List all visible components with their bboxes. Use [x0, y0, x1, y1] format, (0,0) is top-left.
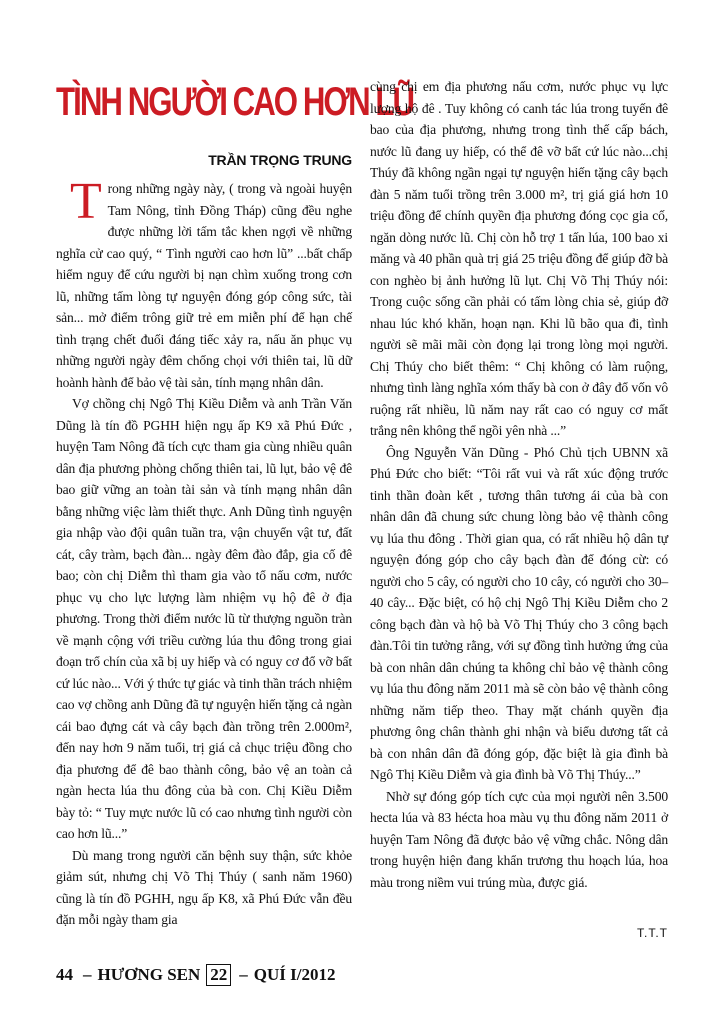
- magazine-name: HƯƠNG SEN: [97, 965, 201, 984]
- paragraph-1-text: rong những ngày này, ( trong và ngoài huyện Tam Nông, tỉnh Đồng Tháp) cũng đều nghe được những lời tấm tắc khen ngợi về những nghĩa cử cao quý, “ Tình người cao hơn lũ” ...bất chấp hiểm nguy để cứu người bị nạn chìm xuống trong cơn lũ, những tấm lòng tự nguyện đóng góp công sức, tài sản... mở điểm trông giữ trẻ em miễn phí để hạn chế tình trạng chết đuối đáng tiếc xảy ra, nấu ăn phục vụ những người ngày đêm chống chọi với thiên tai, lũ dữ hoành hành để bảo vệ tài sản, tính mạng nhân dân.: [56, 181, 352, 390]
- paragraph-4: cùng chị em địa phương nấu cơm, nước phục vụ lực lượng hộ đê . Tuy không có canh tác lúa trong tuyến đê bao của địa phương, nhưng trong tình thế cấp bách, nước lũ đang uy hiếp, có thể đê vỡ bất cứ lúc nào...chị Thúy đã không ngần ngại tự nguyện hiến tặng cây bạch đàn 5 năm tuổi trồng trên 3.000 m², trị giá giá hơn 10 triệu đồng để chính quyền địa phương đóng cọc gia cố, ngăn dòng nước lũ. Chị còn hỗ trợ 1 tấn lúa, 100 bao xi măng và 40 phần quà trị giá 25 triệu đồng để giúp đỡ bà con nghèo bị ảnh hưởng lũ lụt. Chị Võ Thị Thúy nói: Trong cuộc sống cần phải có tấm lòng chia sẻ, giúp đỡ nhau lúc khó khăn, hoạn nạn. Khi lũ bão qua đi, tình người sẽ mãi mãi còn đọng lại trong lòng mọi người. Chị Thúy cho biết thêm: “ Chị không có làm ruộng, nhưng tình làng nghĩa xóm thấy bà con ở đây đổ vốn vô ruộng rất nhiều, lũ năm nay rất cao có nguy cơ mất trắng nên không thể ngồi yên nhà ...”: [370, 79, 668, 438]
- paragraph-5: Ông Nguyễn Văn Dũng - Phó Chủ tịch UBNN xã Phú Đức cho biết: “Tôi rất vui và rất xúc động trước tinh thần đoàn kết , tương thân tương ái của bà con nhân dân đã chung sức chung lòng bảo vệ thành công vụ lúa thu đông . Thời gian qua, có rất nhiều hộ dân tự nguyện đóng góp cho cây bạch đàn để đóng cừ: có người cho 5 cây, có người cho 10 cây, có người cho 30–40 cây... Đặc biệt, có hộ chị Ngô Thị Kiều Diễm cho 2 công bạch đàn và hộ bà Võ Thị Thúy cho 3 công bạch đàn.Tôi tin tưởng rằng, với sự đồng tình hưởng ứng của bà con nhân dân chúng ta không chỉ bảo vệ thành công vụ lúa thu đông năm 2011 mà sẽ còn bảo vệ thành công những năm tiếp theo. Thay mặt chánh quyền địa phương ông chân thành ghi nhận và biểu dương tất cả bà con nhân dân đã đóng góp, đặc biệt là gia đình bà Ngô Thị Kiều Diễm và gia đình bà Võ Thị Thúy...”: [370, 444, 668, 782]
- footer-dash-2: –: [239, 965, 248, 984]
- paragraph-3: Dù mang trong người căn bệnh suy thận, sức khỏe giảm sút, nhưng chị Võ Thị Thúy ( sanh năm 1960) cũng là tín đồ PGHH, ngụ ấp K8, xã Phú Đức vẫn đều đặn mỗi ngày tham gia: [56, 847, 352, 927]
- page-number: 44: [56, 965, 73, 984]
- article-title: TÌNH NGƯỜI CAO HƠN LŨ: [56, 80, 414, 124]
- drop-cap: T: [70, 173, 102, 230]
- page-footer: [56, 962, 336, 988]
- article-column-left: [56, 173, 352, 931]
- issue-period: QUÍ I/2012: [253, 965, 336, 984]
- author-initials: T.T.T: [637, 926, 668, 940]
- paragraph-1: [56, 173, 352, 393]
- article-column-right: [370, 76, 668, 893]
- issue-number-box: 22: [206, 964, 231, 986]
- paragraph-6: Nhờ sự đóng góp tích cực của mọi người nên 3.500 hecta lúa và 83 hécta hoa màu vụ thu đông năm 2011 ở huyện Tam Nông đã được bảo vệ vững chắc. Nông dân trong huyện hiện đang khẩn trương thu hoạch lúa, hoa màu trong niềm vui trúng mùa, được giá.: [370, 788, 668, 890]
- footer-dash: –: [83, 965, 92, 984]
- paragraph-2: Vợ chồng chị Ngô Thị Kiều Diễm và anh Trần Văn Dũng là tín đồ PGHH hiện ngụ ấp K9 xã Phú Đức , huyện Tam Nông đã tích cực tham gia cùng nhiều quân dân địa phương phòng chống thiên tai, lũ lụt, bảo vệ đê bao giữ vững an toàn tài sản và tính mạng nhân dân bằng những việc làm thiết thực. Anh Dũng tình nguyện gia nhập vào đội quân tuần tra, vận chuyển vật tư, đất cát, cây tràm, bạch đàn... ngày đêm đào đắp, gia cố đê bao; còn chị Diễm thì tham gia vào tổ nấu cơm, nước phục vụ cho lực lượng làm nhiệm vụ hộ đê ở địa phương. Trong thời điểm nước lũ từ thượng nguồn tràn về mạnh cộng với triều cường lúa thu đông trong giai đoạn trổ chín của xã bị uy hiếp và có nguy cơ đổ vỡ bất cứ lúc nào... Với ý thức tự giác và tinh thần trách nhiệm cao vợ chồng anh Dũng đã tự nguyện hiến tặng cả ngàn cái bao đựng cát và cây bạch đàn trồng trên 2.000m², đến nay hơn 9 năm tuổi, trị giá cả chục triệu đồng cho địa phương để đê bao thành công, bảo vệ an toàn cả ngàn hecta lúa thu đông của bà con. Chị Kiều Diễm bày tỏ: “ Tuy mực nước lũ có cao nhưng tình người còn cao hơn lũ...”: [56, 396, 352, 841]
- author-byline: TRẦN TRỌNG TRUNG: [208, 152, 352, 168]
